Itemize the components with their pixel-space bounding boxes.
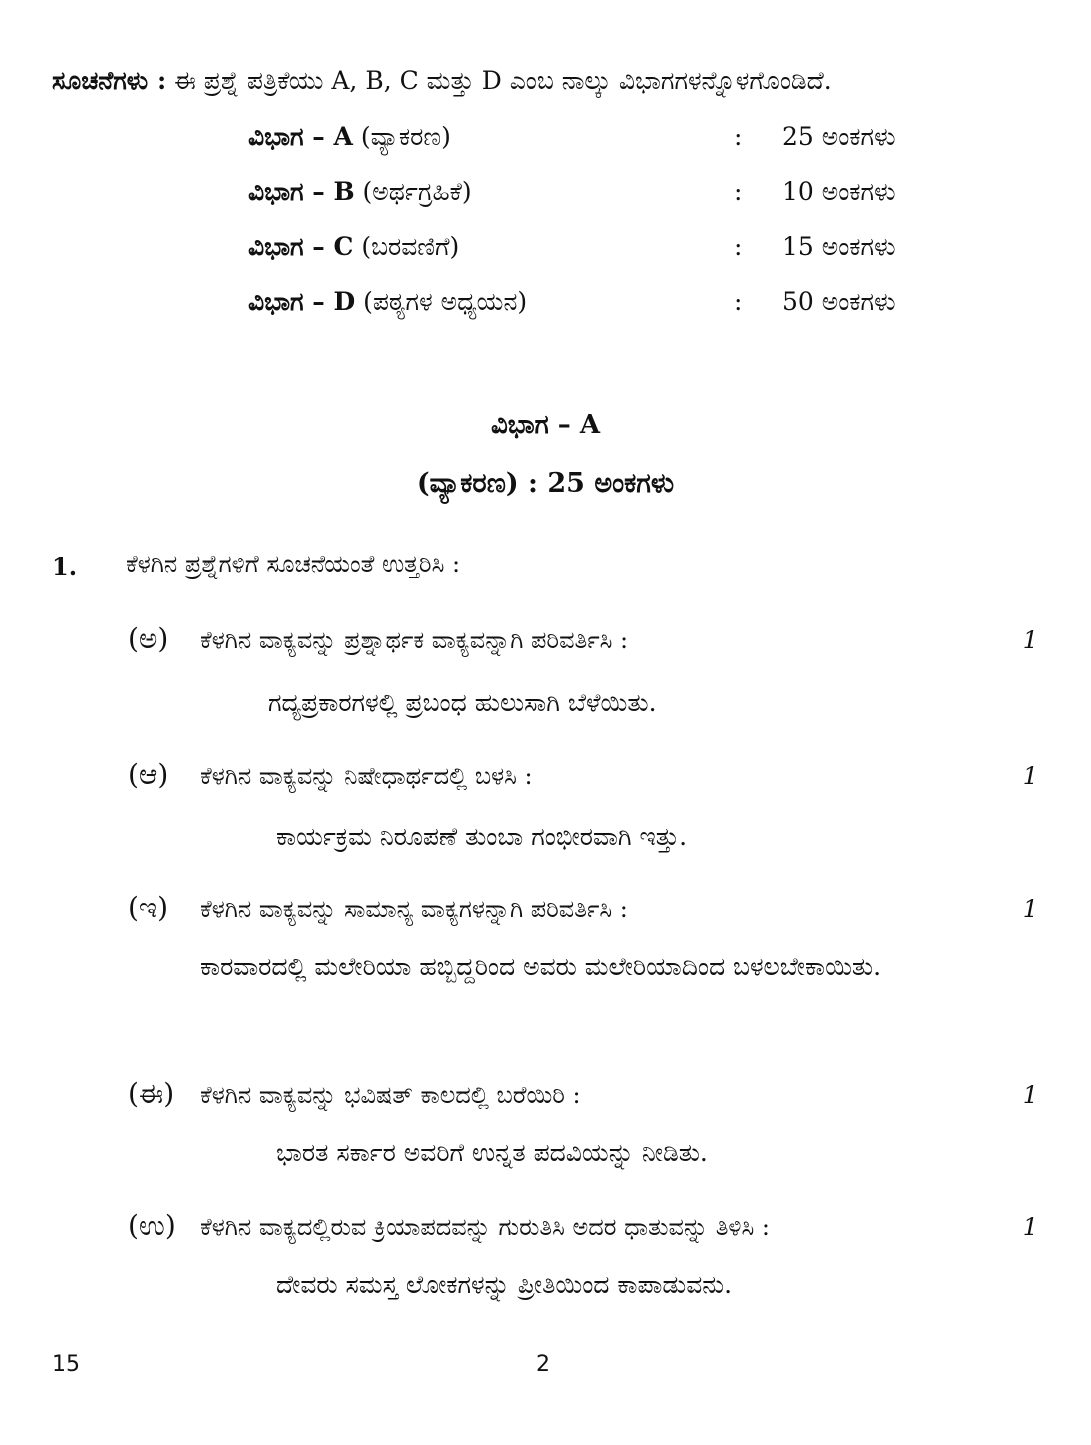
subquestion-tag: (ಅ) — [128, 622, 169, 655]
subquestion-a — [128, 622, 1038, 662]
section-row-c — [248, 232, 948, 272]
section-heading-subtitle: (ವ್ಯಾಕರಣ) : 25 ಅಂಕಗಳು — [416, 468, 675, 499]
subquestion-mark: 1 — [1022, 762, 1038, 790]
section-topic: (ಬರವಣಿಗೆ) — [361, 232, 460, 261]
subquestion-tag: (ಉ) — [128, 1209, 176, 1242]
section-colon: : — [734, 232, 743, 261]
section-heading-title: ವಿಭಾಗ – A — [490, 410, 601, 440]
section-name: ವಿಭಾಗ – A — [248, 122, 353, 151]
subquestion-u — [128, 1209, 1038, 1249]
section-name: ವಿಭಾಗ – D — [248, 287, 356, 316]
subquestion-tag: (ಆ) — [128, 758, 169, 791]
question-text: ಕೆಳಗಿನ ಪ್ರಶ್ನೆಗಳಿಗೆ ಸೂಚನೆಯಂತೆ ಉತ್ತರಿಸಿ : — [126, 550, 461, 578]
section-colon: : — [734, 177, 743, 206]
footer-page-number: 2 — [536, 1352, 550, 1377]
section-colon: : — [734, 287, 743, 316]
instructions — [52, 66, 832, 96]
subquestion-mark: 1 — [1022, 1213, 1038, 1241]
subquestion-text: ಕೆಳಗಿನ ವಾಕ್ಯವನ್ನು ಪ್ರಶ್ನಾರ್ಥಕ ವಾಕ್ಯವನ್ನಾಗಿ ಪರಿವರ್ತಿಸಿ : — [200, 626, 629, 654]
footer-code: 15 — [52, 1352, 80, 1377]
subquestion-text: ಕೆಳಗಿನ ವಾಕ್ಯವನ್ನು ಭವಿಷತ್ ಕಾಲದಲ್ಲಿ ಬರೆಯಿರಿ : — [200, 1081, 581, 1109]
subquestion-tag: (ಈ) — [128, 1077, 175, 1110]
section-row-b — [248, 177, 948, 217]
subquestion-ii — [128, 1077, 1038, 1117]
section-colon: : — [734, 122, 743, 151]
subquestion-sentence: ಕಾರ್ಯಕ್ರಮ ನಿರೂಪಣೆ ತುಂಬಾ ಗಂಭೀರವಾಗಿ ಇತ್ತು. — [276, 822, 688, 851]
subquestion-sentence: ದೇವರು ಸಮಸ್ತ ಲೋಕಗಳನ್ನು ಪ್ರೀತಿಯಿಂದ ಕಾಪಾಡುವನು. — [276, 1270, 733, 1299]
instructions-label: ಸೂಚನೆಗಳು : — [52, 66, 167, 95]
section-marks: 15 ಅಂಕಗಳು — [782, 232, 896, 261]
subquestion-text: ಕೆಳಗಿನ ವಾಕ್ಯದಲ್ಲಿರುವ ಕ್ರಿಯಾಪದವನ್ನು ಗುರುತಿಸಿ ಅದರ ಧಾತುವನ್ನು ತಿಳಿಸಿ : — [200, 1213, 770, 1241]
subquestion-sentence: ಭಾರತ ಸರ್ಕಾರ ಅವರಿಗೆ ಉನ್ನತ ಪದವಿಯನ್ನು ನೀಡಿತು. — [276, 1138, 708, 1167]
section-marks: 50 ಅಂಕಗಳು — [782, 287, 896, 316]
question-number: 1. — [52, 552, 78, 581]
section-marks: 10 ಅಂಕಗಳು — [782, 177, 896, 206]
section-marks: 25 ಅಂಕಗಳು — [782, 122, 896, 151]
subquestion-aa — [128, 758, 1038, 798]
subquestion-mark: 1 — [1022, 1081, 1038, 1109]
section-topic: (ವ್ಯಾಕರಣ) — [360, 122, 451, 151]
subquestion-mark: 1 — [1022, 895, 1038, 923]
subquestion-i — [128, 891, 1038, 931]
section-row-a — [248, 122, 948, 162]
section-name: ವಿಭಾಗ – B — [248, 177, 355, 206]
subquestion-sentence: ಕಾರವಾರದಲ್ಲಿ ಮಲೇರಿಯಾ ಹಬ್ಬಿದ್ದರಿಂದ ಅವರು ಮಲೇರಿಯಾದಿಂದ ಬಳಲಬೇಕಾಯಿತು. — [200, 952, 882, 981]
section-name: ವಿಭಾಗ – C — [248, 232, 354, 261]
subquestion-tag: (ಇ) — [128, 891, 169, 924]
subquestion-sentence: ಗದ್ಯಪ್ರಕಾರಗಳಲ್ಲಿ ಪ್ರಬಂಧ ಹುಲುಸಾಗಿ ಬೆಳೆಯಿತು. — [268, 688, 657, 717]
subquestion-text: ಕೆಳಗಿನ ವಾಕ್ಯವನ್ನು ನಿಷೇಧಾರ್ಥದಲ್ಲಿ ಬಳಸಿ : — [200, 762, 533, 790]
subquestion-mark: 1 — [1022, 626, 1038, 654]
section-topic: (ಪಠ್ಯಗಳ ಅಧ್ಯಯನ) — [363, 287, 528, 316]
subquestion-text: ಕೆಳಗಿನ ವಾಕ್ಯವನ್ನು ಸಾಮಾನ್ಯ ವಾಕ್ಯಗಳನ್ನಾಗಿ ಪರಿವರ್ತಿಸಿ : — [200, 895, 628, 923]
instructions-text: ಈ ಪ್ರಶ್ನೆ ಪತ್ರಿಕೆಯು A, B, C ಮತ್ತು D ಎಂಬ ನಾಲ್ಕು ವಿಭಾಗಗಳನ್ನೊಳಗೊಂಡಿದೆ. — [174, 66, 832, 95]
section-row-d — [248, 287, 948, 327]
section-topic: (ಅರ್ಥಗ್ರಹಿಕೆ) — [362, 177, 472, 206]
